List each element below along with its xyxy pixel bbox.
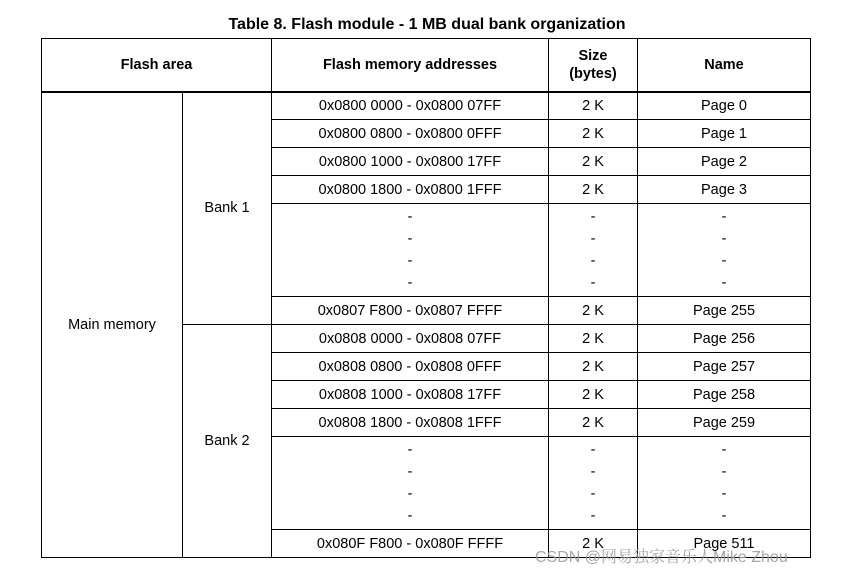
name-ellipsis-cell <box>638 437 811 530</box>
dash: - <box>721 253 727 269</box>
dash: - <box>407 275 413 291</box>
address-cell: 0x0800 0000 - 0x0800 07FF <box>272 92 549 120</box>
page-name-cell: Page 257 <box>638 353 811 381</box>
page-name-cell: Page 259 <box>638 409 811 437</box>
page-name-cell: Page 3 <box>638 176 811 204</box>
header-size <box>549 39 638 92</box>
dash: - <box>407 442 413 458</box>
dash: - <box>721 508 727 524</box>
dash: - <box>590 508 596 524</box>
dash: - <box>590 275 596 291</box>
main-memory-cell: Main memory <box>42 92 183 558</box>
dash: - <box>407 209 413 225</box>
page-name-cell: Page 1 <box>638 120 811 148</box>
page-name-cell: Page 256 <box>638 325 811 353</box>
address-cell: 0x0808 0800 - 0x0808 0FFF <box>272 353 549 381</box>
header-name: Name <box>638 39 811 92</box>
address-cell: 0x0800 1000 - 0x0800 17FF <box>272 148 549 176</box>
header-row <box>42 39 811 92</box>
dash: - <box>590 231 596 247</box>
page-name-cell: Page 255 <box>638 297 811 325</box>
table-title: Table 8. Flash module - 1 MB dual bank organization <box>228 16 626 33</box>
size-cell: 2 K <box>549 530 638 558</box>
size-cell: 2 K <box>549 120 638 148</box>
header-flash-addresses: Flash memory addresses <box>272 39 549 92</box>
table-row <box>42 92 811 120</box>
dash: - <box>721 275 727 291</box>
dash: - <box>721 231 727 247</box>
size-ellipsis-cell <box>549 204 638 297</box>
page-name-cell: Page 258 <box>638 381 811 409</box>
size-cell: 2 K <box>549 176 638 204</box>
address-cell: 0x0808 0000 - 0x0808 07FF <box>272 325 549 353</box>
dash: - <box>590 486 596 502</box>
size-cell: 2 K <box>549 297 638 325</box>
size-ellipsis-cell <box>549 437 638 530</box>
dash: - <box>721 486 727 502</box>
size-cell: 2 K <box>549 325 638 353</box>
size-cell: 2 K <box>549 409 638 437</box>
dash: - <box>590 209 596 225</box>
dash: - <box>721 209 727 225</box>
bank2-cell: Bank 2 <box>183 325 272 558</box>
size-cell: 2 K <box>549 381 638 409</box>
page-name-cell: Page 2 <box>638 148 811 176</box>
size-cell: 2 K <box>549 353 638 381</box>
size-cell: 2 K <box>549 148 638 176</box>
dash: - <box>590 464 596 480</box>
address-ellipsis-cell <box>272 204 549 297</box>
dash: - <box>407 486 413 502</box>
address-ellipsis-cell <box>272 437 549 530</box>
dash: - <box>590 253 596 269</box>
page-name-cell: Page 0 <box>638 92 811 120</box>
address-cell: 0x0800 1800 - 0x0800 1FFF <box>272 176 549 204</box>
dash: - <box>721 442 727 458</box>
flash-organization-table <box>41 38 811 558</box>
dash: - <box>407 231 413 247</box>
bank1-cell: Bank 1 <box>183 92 272 325</box>
dash: - <box>407 508 413 524</box>
dash: - <box>721 464 727 480</box>
size-cell: 2 K <box>549 92 638 120</box>
address-cell: 0x080F F800 - 0x080F FFFF <box>272 530 549 558</box>
address-cell: 0x0808 1800 - 0x0808 1FFF <box>272 409 549 437</box>
name-ellipsis-cell <box>638 204 811 297</box>
header-size-line1: Size <box>578 47 608 64</box>
header-size-line2: (bytes) <box>569 65 617 82</box>
dash: - <box>407 253 413 269</box>
address-cell: 0x0808 1000 - 0x0808 17FF <box>272 381 549 409</box>
watermark: CSDN @网易独家音乐人Mike Zhou <box>535 549 788 566</box>
dash: - <box>590 442 596 458</box>
address-cell: 0x0807 F800 - 0x0807 FFFF <box>272 297 549 325</box>
page-name-cell: Page 511 <box>638 530 811 558</box>
header-flash-area: Flash area <box>42 39 272 92</box>
address-cell: 0x0800 0800 - 0x0800 0FFF <box>272 120 549 148</box>
dash: - <box>407 464 413 480</box>
